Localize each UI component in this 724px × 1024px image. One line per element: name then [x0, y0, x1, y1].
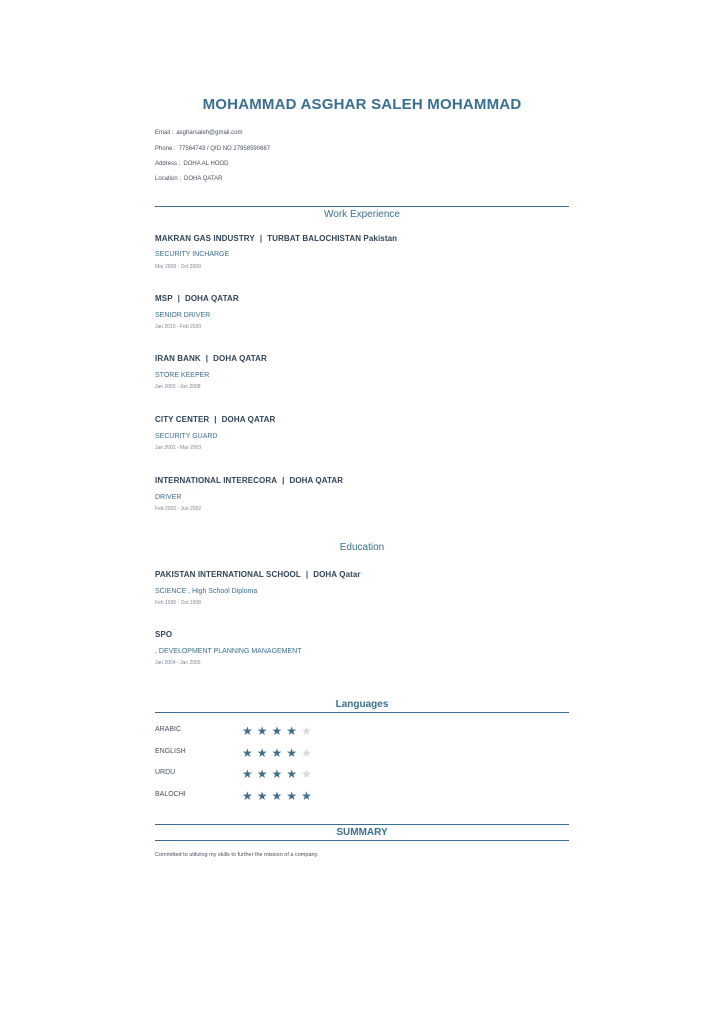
star-filled-icon: ★: [256, 789, 272, 803]
work-dates: Jan 2010 - Feb 2020: [155, 324, 202, 330]
education-dates: Jan 2004 - Jan 2005: [155, 660, 201, 666]
contact-email-label: Email :: [155, 130, 174, 136]
language-rating: [242, 767, 316, 781]
work-location: DOHA QATAR: [213, 354, 267, 363]
work-role: STORE KEEPER: [155, 372, 210, 379]
education-dates: Feb 1995 - Oct 1998: [155, 600, 201, 606]
star-filled-icon: ★: [301, 789, 316, 803]
star-filled-icon: ★: [286, 767, 302, 781]
contact-address: [155, 161, 228, 167]
work-dates: Jan 2003 - Jun 2008: [155, 384, 201, 390]
work-company: INTERNATIONAL INTERECORA: [155, 476, 278, 485]
summary-heading: SUMMARY: [155, 824, 569, 841]
contact-phone-label: Phone :: [155, 146, 176, 152]
education-degree: , DEVELOPMENT PLANNING MANAGEMENT: [155, 648, 302, 655]
star-filled-icon: ★: [242, 767, 257, 781]
star-empty-icon: ★: [301, 746, 316, 760]
work-role: SENIOR DRIVER: [155, 312, 211, 319]
education-degree: SCIENCE , High School Diploma: [155, 588, 258, 595]
languages-heading: Languages: [155, 697, 569, 713]
work-entry-title: CITY CENTER | DOHA QATAR: [155, 415, 276, 424]
language-row: [155, 724, 355, 738]
star-empty-icon: ★: [301, 767, 316, 781]
work-location: DOHA QATAR: [184, 294, 239, 303]
star-filled-icon: ★: [271, 789, 287, 803]
work-entry-title: INTERNATIONAL INTERECORA | DOHA QATAR: [155, 476, 344, 485]
work-role: SECURITY GUARD: [155, 433, 218, 440]
star-filled-icon: ★: [271, 767, 287, 781]
work-location: TURBAT BALOCHISTAN Pakistan: [267, 234, 398, 243]
star-filled-icon: ★: [256, 724, 272, 738]
language-row: [155, 767, 355, 781]
star-filled-icon: ★: [256, 746, 272, 760]
candidate-name: MOHAMMAD ASGHAR SALEH MOHAMMAD: [202, 96, 522, 113]
language-name: ENGLISH: [155, 748, 186, 755]
work-dates: Feb 2002 - Jun 2002: [155, 506, 202, 512]
work-company: CITY CENTER: [155, 415, 210, 424]
star-filled-icon: ★: [242, 724, 257, 738]
language-row: [155, 789, 355, 803]
star-filled-icon: ★: [286, 746, 302, 760]
star-filled-icon: ★: [286, 789, 302, 803]
language-rating: [242, 724, 316, 738]
language-rating: [242, 789, 316, 803]
work-company: MSP: [155, 294, 173, 303]
star-filled-icon: ★: [286, 724, 302, 738]
education-entry-title: PAKISTAN INTERNATIONAL SCHOOL | DOHA Qatar: [155, 570, 361, 579]
contact-phone: [155, 146, 270, 152]
education-school: SPO: [155, 630, 173, 639]
work-role: DRIVER: [155, 494, 182, 501]
star-filled-icon: ★: [242, 746, 257, 760]
education-school: PAKISTAN INTERNATIONAL SCHOOL: [155, 570, 301, 579]
contact-location: [155, 176, 222, 182]
star-empty-icon: ★: [301, 724, 316, 738]
work-entry-title: IRAN BANK | DOHA QATAR: [155, 354, 267, 363]
language-name: ARABIC: [155, 726, 182, 733]
language-name: URDU: [155, 769, 176, 776]
contact-address-label: Address :: [155, 161, 181, 167]
summary-text: Committed to utilizing my skills to further the mission of a company.: [155, 852, 319, 858]
contact-email-value: asgharsaleh@gmail.com: [176, 130, 243, 136]
education-location: DOHA Qatar: [313, 570, 361, 579]
work-company: MAKRAN GAS INDUSTRY: [155, 234, 255, 243]
star-filled-icon: ★: [256, 767, 272, 781]
work-location: DOHA QATAR: [289, 476, 344, 485]
contact-email: [155, 130, 242, 136]
star-filled-icon: ★: [242, 789, 257, 803]
work-entry-title: MSP | DOHA QATAR: [155, 294, 239, 303]
language-row: [155, 746, 355, 760]
work-dates: Mar 2008 - Oct 2009: [155, 264, 201, 270]
language-name: BALOCHI: [155, 791, 186, 798]
contact-location-label: Location :: [155, 176, 182, 182]
contact-location-value: DOHA QATAR: [184, 176, 223, 182]
work-location: DOHA QATAR: [221, 415, 276, 424]
work-company: IRAN BANK: [155, 354, 201, 363]
work-dates: Jan 2001 - Mar 2003: [155, 445, 202, 451]
star-filled-icon: ★: [271, 746, 287, 760]
contact-address-value: DOHA AL HOOD: [183, 161, 229, 167]
contact-phone-value: 77564743 / QID NO 27958590687: [178, 146, 271, 152]
education-heading: Education: [339, 542, 385, 553]
work-entry-title: MAKRAN GAS INDUSTRY | TURBAT BALOCHISTAN Pakistan: [155, 234, 398, 243]
star-filled-icon: ★: [271, 724, 287, 738]
work-experience-heading: Work Experience: [155, 206, 569, 220]
education-entry-title: [155, 630, 172, 639]
language-rating: [242, 746, 316, 760]
work-role: SECURITY INCHARGE: [155, 251, 230, 258]
